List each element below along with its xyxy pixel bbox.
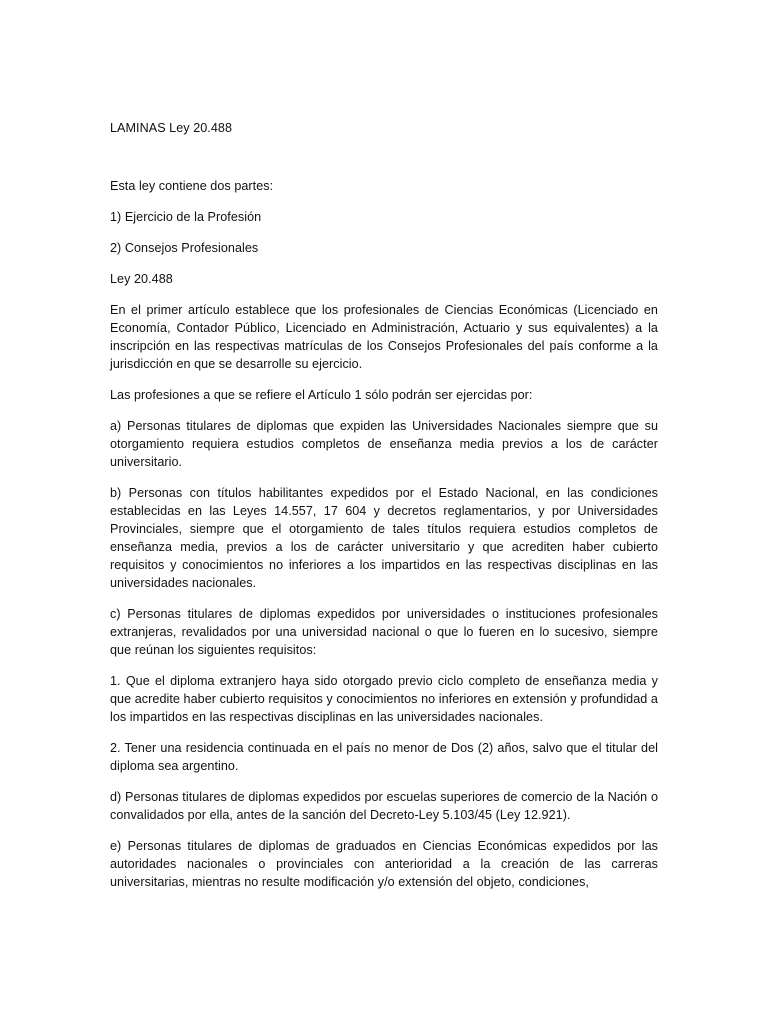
document-paragraph: d) Personas titulares de diplomas expedidos por escuelas superiores de comercio de la Nación o convalidados por ella, antes de la sanción del Decreto-Ley 5.103/45 (Ley 12.921). [110, 790, 658, 822]
document-paragraph: 2. Tener una residencia continuada en el país no menor de Dos (2) años, salvo que el titular del diploma sea argentino. [110, 741, 658, 773]
document-paragraph: b) Personas con títulos habilitantes expedidos por el Estado Nacional, en las condiciones establecidas en las Leyes 14.557, 17 604 y decretos reglamentarios, y por Universidades Provinciales, siempre que el otorgamiento de tales títulos requiera estudios completos de enseñanza media, previos a los de carácter universitario y que acrediten haber cubierto requisitos y conocimientos no inferiores a los impartidos en las respectivas disciplinas en las universidades nacionales. [110, 486, 658, 590]
document-paragraph: En el primer artículo establece que los profesionales de Ciencias Económicas (Licenciado en Economía, Contador Público, Licenciado en Administración, Actuario y sus equivalentes) a la inscripción en las respectivas matrículas de los Consejos Profesionales del país conforme a la jurisdicción en que se desarrolle su ejercicio. [110, 303, 658, 371]
document-title: LAMINAS Ley 20.488 [110, 121, 233, 135]
document-paragraph: 1. Que el diploma extranjero haya sido otorgado previo ciclo completo de enseñanza media y que acredite haber cubierto requisitos y conocimientos no inferiores en extensión y profundidad a los impartidos en las respectivas disciplinas en las universidades nacionales. [110, 674, 658, 724]
document-body [110, 119, 658, 904]
document-paragraph: Ley 20.488 [110, 272, 173, 286]
document-paragraph: Las profesiones a que se refiere el Artículo 1 sólo podrán ser ejercidas por: [110, 388, 533, 402]
document-paragraph: e) Personas titulares de diplomas de graduados en Ciencias Económicas expedidos por las autoridades nacionales o provinciales con anterioridad a la creación de las carreras universitarias, mientras no resulte modificación y/o extensión del objeto, condiciones, [110, 839, 658, 889]
document-paragraph: 2) Consejos Profesionales [110, 241, 259, 255]
document-paragraph: a) Personas titulares de diplomas que expiden las Universidades Nacionales siempre que su otorgamiento requiera estudios completos de enseñanza media previos a los de carácter universitario. [110, 419, 658, 469]
document-paragraph: 1) Ejercicio de la Profesión [110, 210, 262, 224]
document-paragraph: Esta ley contiene dos partes: [110, 179, 274, 193]
document-paragraph: c) Personas titulares de diplomas expedidos por universidades o instituciones profesionales extranjeras, revalidados por una universidad nacional o que lo fueren en lo sucesivo, siempre que reúnan los siguientes requisitos: [110, 607, 658, 657]
